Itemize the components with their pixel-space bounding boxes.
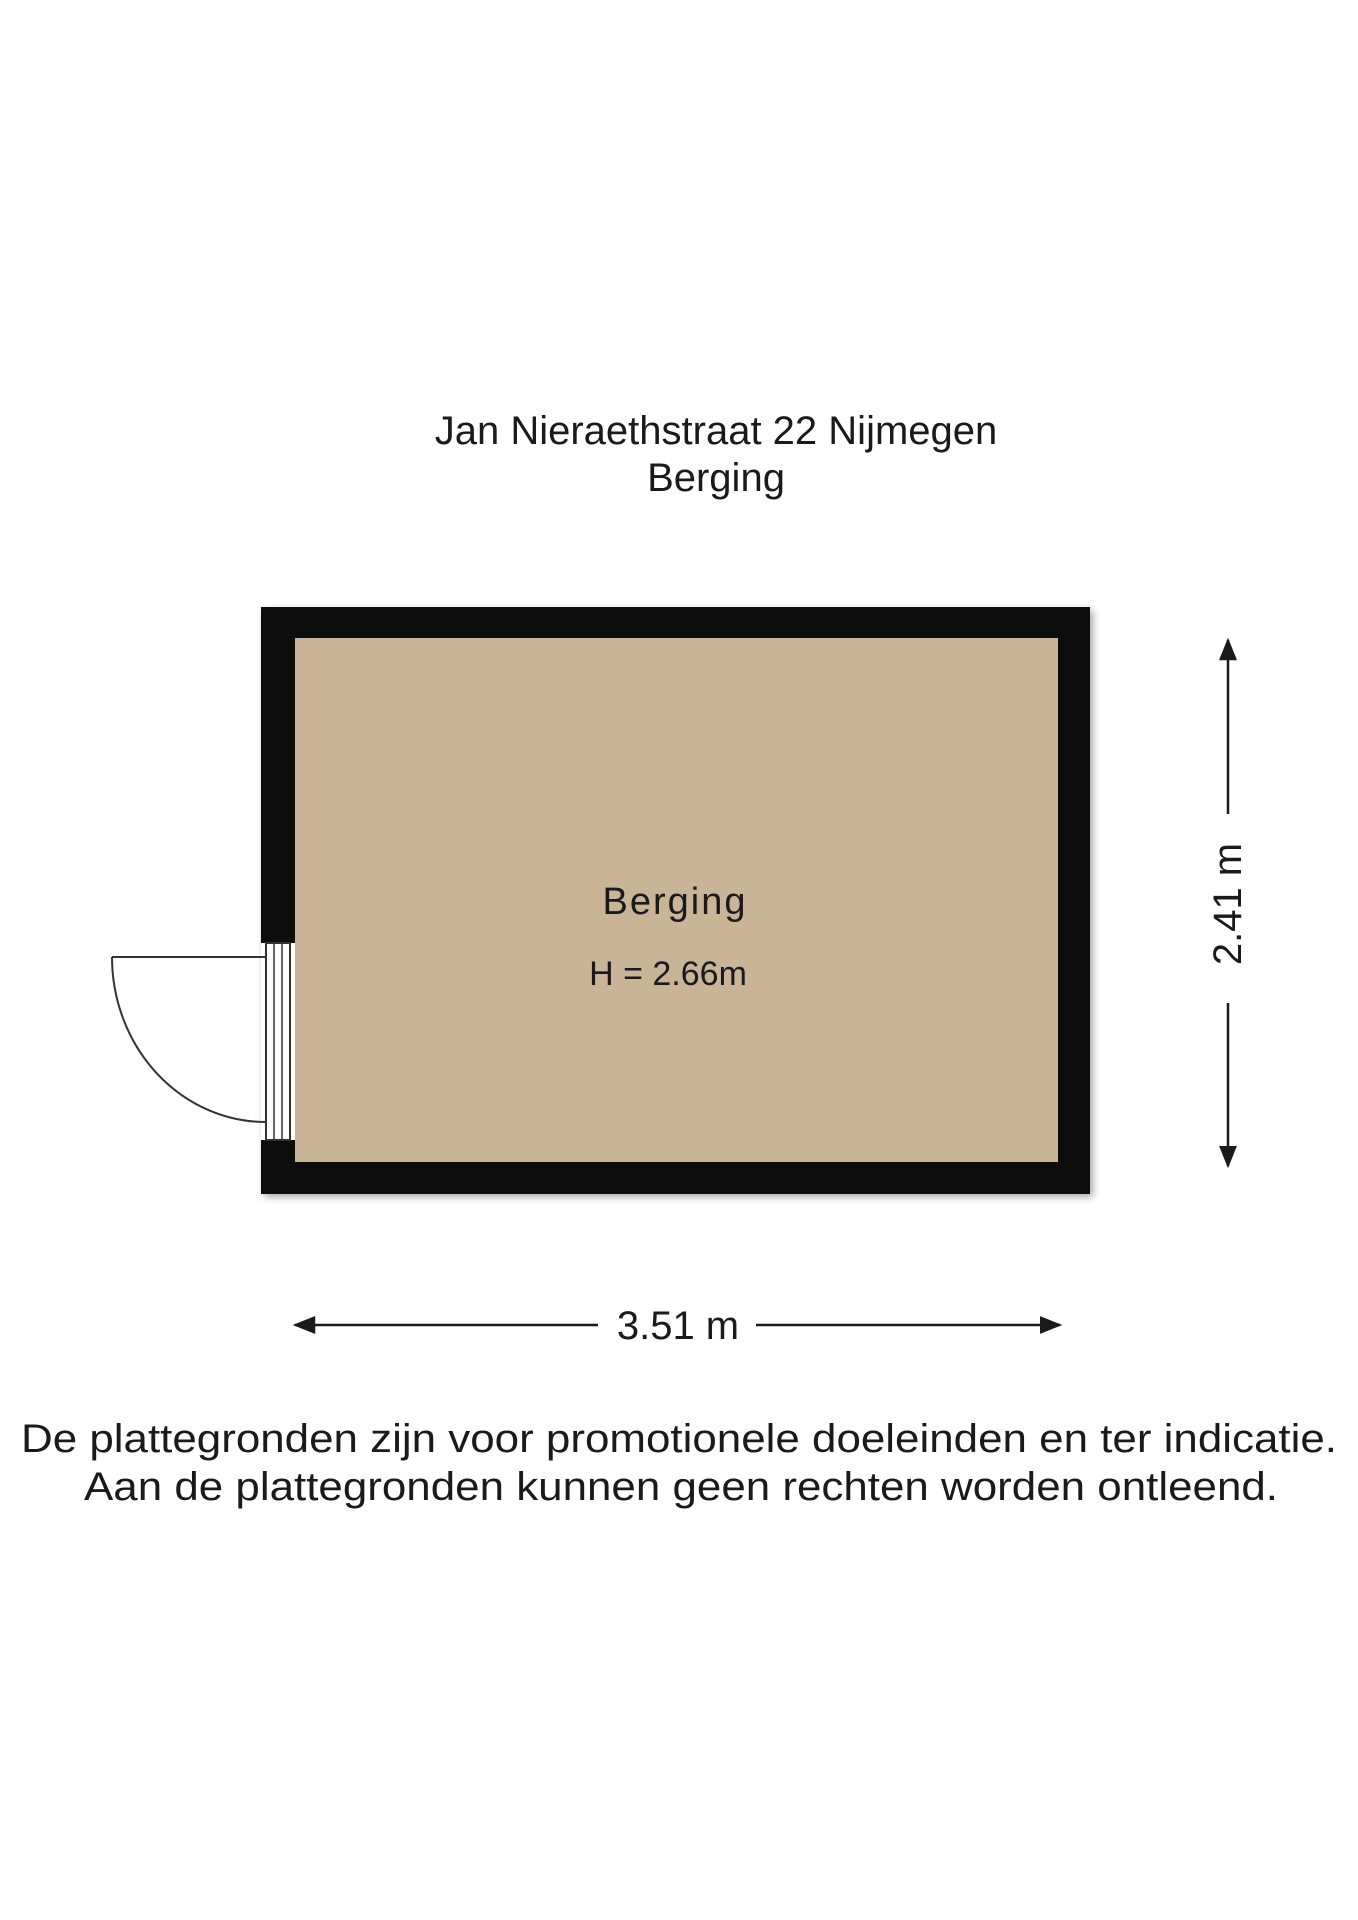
door-swing-arc — [112, 957, 266, 1122]
width-dimension — [295, 1304, 1060, 1348]
width-label: 3.51 m — [616, 1304, 740, 1348]
room-name-label: Berging — [602, 881, 748, 923]
address-title: Jan Nieraethstraat 22 Nijmegen — [434, 409, 998, 453]
floor-title: Berging — [647, 456, 785, 500]
disclaimer-line-1: De plattegronden zijn voor promotionele doeleinden en ter indicatie. — [21, 1417, 1337, 1461]
room-height-label: H = 2.66m — [589, 955, 747, 993]
disclaimer-line-2: Aan de plattegronden kunnen geen rechten worden ontleend. — [84, 1465, 1278, 1509]
depth-label: 2.41 m — [1206, 842, 1250, 966]
door — [112, 943, 295, 1140]
depth-dimension — [1206, 640, 1250, 1166]
